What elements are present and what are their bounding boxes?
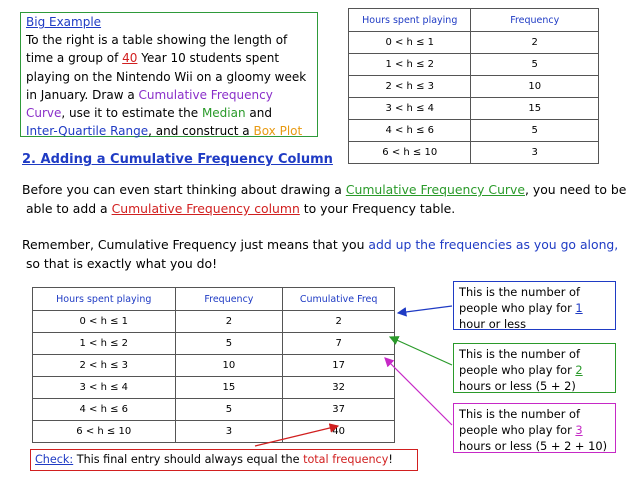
intro-line4a: in January. Draw a xyxy=(26,87,139,102)
callout-text: This is the number of people who play for xyxy=(459,347,580,377)
intro-line1: To the right is a table showing the length of xyxy=(26,33,288,47)
cell-cumulative: 40 xyxy=(283,421,395,443)
term-box-plot: Box Plot xyxy=(253,124,303,139)
callout-text: This is the number of people who play for xyxy=(459,285,580,315)
callout-hours: 1 xyxy=(575,301,583,315)
para1-text-a: Before you can even start thinking about drawing a xyxy=(22,182,346,197)
section-title: 2. Adding a Cumulative Frequency Column xyxy=(22,152,333,167)
check-label: Check: xyxy=(35,453,74,466)
student-count: 40 xyxy=(122,51,138,66)
intro-title: Big Example xyxy=(26,15,102,29)
header-hours: Hours spent playing xyxy=(349,9,471,32)
cell-frequency: 2 xyxy=(175,311,283,333)
cell-cumulative: 2 xyxy=(283,311,395,333)
cell-cumulative: 37 xyxy=(283,399,395,421)
cell-frequency: 3 xyxy=(175,421,283,443)
callout-text-post: hours or less xyxy=(459,439,532,453)
callout-text-post: hours or less xyxy=(459,379,532,393)
cell-hours: 1 < h ≤ 2 xyxy=(33,333,176,355)
callout-hours: 3 xyxy=(575,423,583,437)
cell-hours: 6 < h ≤ 10 xyxy=(349,142,471,164)
intro-line3: playing on the Nintendo Wii on a gloomy week xyxy=(26,69,307,84)
term-median: Median xyxy=(201,106,246,121)
callout-sum: (5 + 2) xyxy=(531,379,576,393)
cell-cumulative: 17 xyxy=(283,355,395,377)
cell-frequency: 15 xyxy=(471,98,599,120)
intro-line2b: Year 10 students spent xyxy=(137,51,280,66)
para1-text-b: , you need to be xyxy=(524,182,627,197)
arrow-blue xyxy=(398,306,452,313)
para1-text-c: able to add a xyxy=(25,201,112,216)
term-iqr: Inter-Quartile Range xyxy=(26,124,149,139)
arrow-green xyxy=(390,337,452,365)
cell-frequency: 10 xyxy=(175,355,283,377)
cell-cumulative: 7 xyxy=(283,333,395,355)
cell-hours: 3 < h ≤ 4 xyxy=(33,377,176,399)
header-frequency: Frequency xyxy=(175,288,283,311)
check-end: ! xyxy=(388,453,393,466)
term-curve: Curve xyxy=(26,106,62,121)
arrow-magenta xyxy=(385,358,452,425)
intro-line5b: , use it to estimate the xyxy=(61,106,202,121)
cell-frequency: 5 xyxy=(471,54,599,76)
intro-line6b: , and construct a xyxy=(148,124,254,139)
cell-hours: 0 < h ≤ 1 xyxy=(33,311,176,333)
term-cf-curve: Cumulative Frequency Curve xyxy=(345,182,525,197)
check-highlight: total frequency xyxy=(303,453,389,466)
header-cumulative-freq: Cumulative Freq xyxy=(283,288,395,311)
para1-text-d: to your Frequency table. xyxy=(299,201,456,216)
cell-hours: 2 < h ≤ 3 xyxy=(33,355,176,377)
callout-hours: 2 xyxy=(575,363,583,377)
cell-frequency: 5 xyxy=(175,333,283,355)
cell-hours: 4 < h ≤ 6 xyxy=(349,120,471,142)
header-frequency: Frequency xyxy=(471,9,599,32)
cell-hours: 3 < h ≤ 4 xyxy=(349,98,471,120)
intro-line2a: time a group of xyxy=(26,51,123,66)
cell-frequency: 15 xyxy=(175,377,283,399)
cell-cumulative: 32 xyxy=(283,377,395,399)
callout-text: This is the number of people who play for xyxy=(459,407,580,437)
callout-text-post: hour or less xyxy=(459,317,527,331)
cell-frequency: 3 xyxy=(471,142,599,164)
para2-text-a: Remember, Cumulative Frequency just means that you xyxy=(22,237,369,252)
cell-frequency: 5 xyxy=(175,399,283,421)
cell-frequency: 5 xyxy=(471,120,599,142)
term-cf-column: Cumulative Frequency column xyxy=(111,201,300,216)
cell-hours: 1 < h ≤ 2 xyxy=(349,54,471,76)
cell-frequency: 10 xyxy=(471,76,599,98)
callout-sum: (5 + 2 + 10) xyxy=(531,439,608,453)
cell-frequency: 2 xyxy=(471,32,599,54)
cell-hours: 6 < h ≤ 10 xyxy=(33,421,176,443)
cell-hours: 4 < h ≤ 6 xyxy=(33,399,176,421)
arrow-red xyxy=(255,426,338,446)
header-hours: Hours spent playing xyxy=(33,288,176,311)
check-text: This final entry should always equal the xyxy=(73,453,304,466)
cell-hours: 2 < h ≤ 3 xyxy=(349,76,471,98)
cell-hours: 0 < h ≤ 1 xyxy=(349,32,471,54)
term-cumulative-frequency: Cumulative Frequency xyxy=(138,87,273,102)
para2-highlight: add up the frequencies as you go along, xyxy=(368,237,619,252)
intro-line5c: and xyxy=(245,106,272,121)
para2-text-b: so that is exactly what you do! xyxy=(25,256,218,271)
